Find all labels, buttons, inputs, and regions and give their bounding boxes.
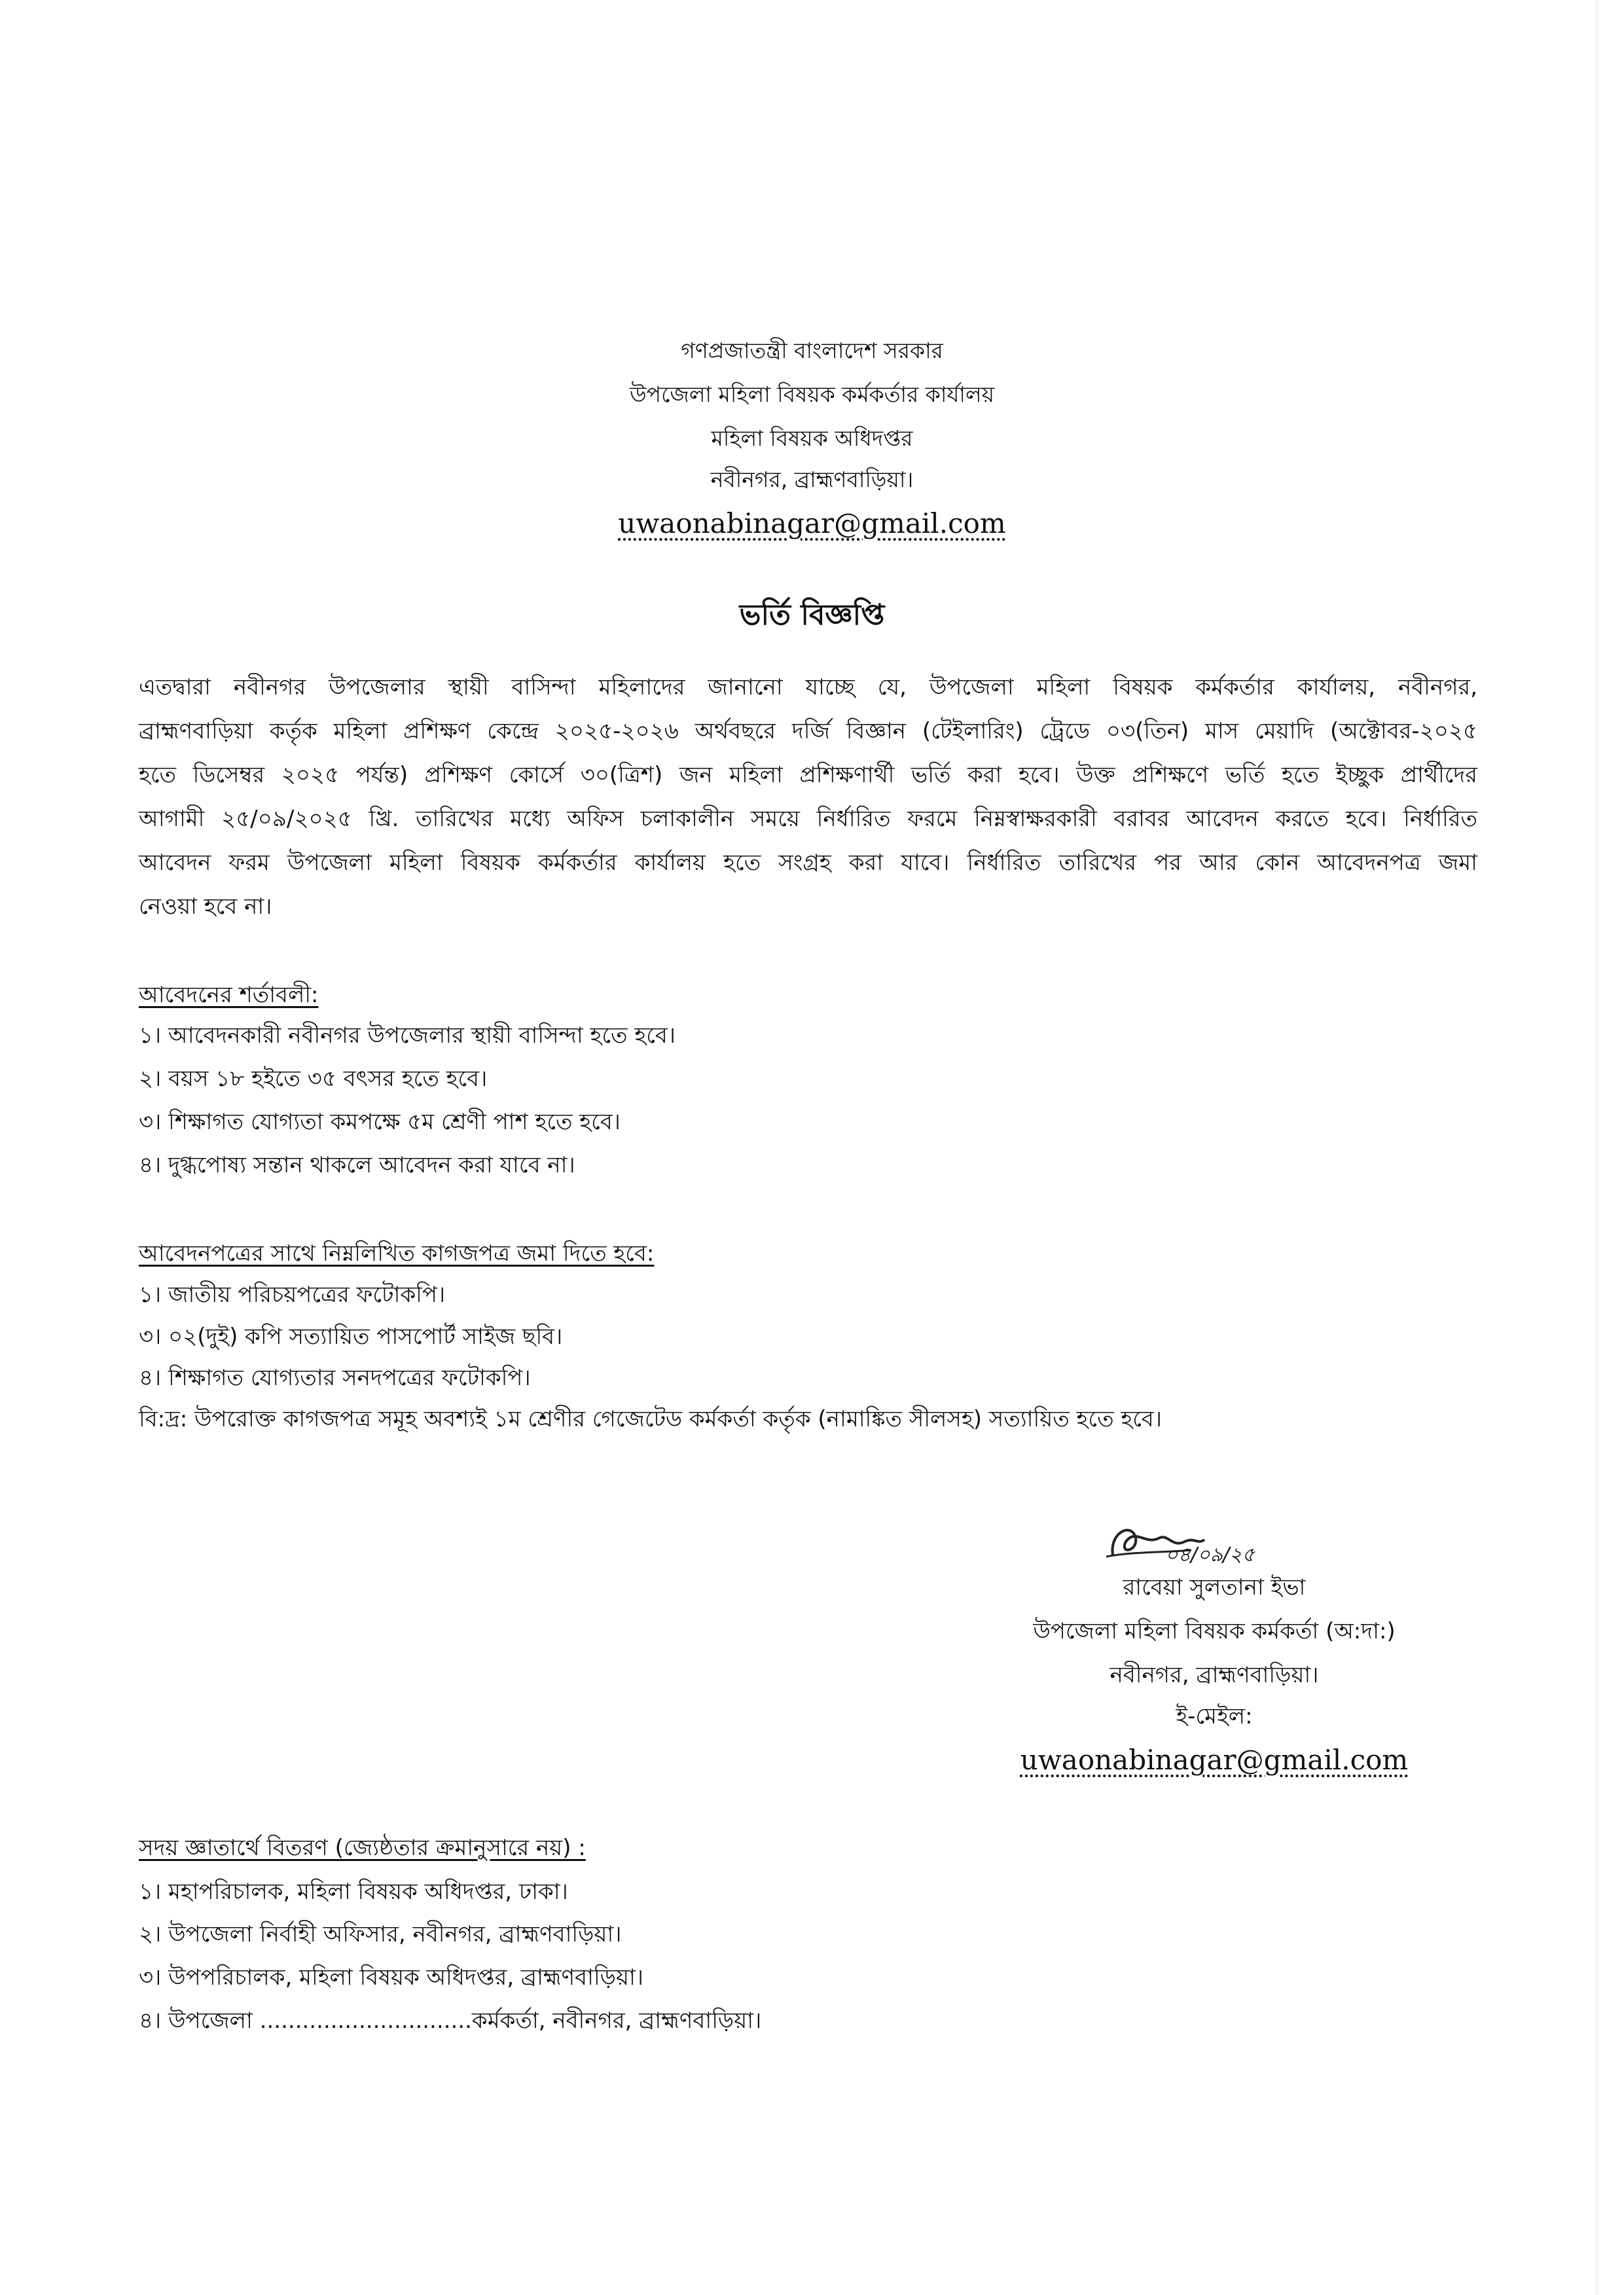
signature-date: ০৪/০৯/২৫ <box>1165 1544 1255 1566</box>
distribution-item: ৪। উপজেলা ..............................কর্মকর্তা, নবীনগর, ব্রাহ্মণবাড়িয়া। <box>139 2008 762 2034</box>
body-line: এতদ্বারা নবীনগর উপজেলার স্থায়ী বাসিন্দা মহিলাদের জানানো যাচ্ছে যে, উপজেলা মহিলা বিষয়ক কর্মকর্তার কার্যালয়, নবীনগর, <box>139 674 1477 700</box>
signatory-email-link[interactable]: uwaonabinagar@gmail.com <box>1020 1744 1409 1776</box>
condition-item: ২। বয়স ১৮ হইতে ৩৫ বৎসর হতে হবে। <box>139 1066 488 1092</box>
body-line: আগামী ২৫/০৯/২০২৫ খ্রি. তারিখের মধ্যে অফিস চলাকালীন সময়ে নির্ধারিত ফরমে নিম্নস্বাক্ষরকারী বরাবর আবেদন করতে হবে। নির্ধারিত <box>139 806 1477 832</box>
body-line: নেওয়া হবে না। <box>139 894 272 920</box>
distribution-heading: সদয় জ্ঞাতার্থে বিতরণ (জ্যেষ্ঠতার ক্রমানুসারে নয়) : <box>139 1835 586 1861</box>
header-email-link[interactable]: uwaonabinagar@gmail.com <box>618 507 1006 539</box>
signatory-email-label: ই-মেইল: <box>1176 1703 1253 1729</box>
document-note: বি:দ্র: উপরোক্ত কাগজপত্র সমূহ অবশ্যই ১ম শ্রেণীর গেজেটেড কর্মকর্তা কর্তৃক (নামাঙ্কিত সীলসহ) সত্যায়িত হতে হবে। <box>139 1406 1163 1432</box>
letterhead-line: গণপ্রজাতন্ত্রী বাংলাদেশ সরকার <box>681 338 943 363</box>
document-item: ৪। শিক্ষাগত যোগ্যতার সনদপত্রের ফটোকপি। <box>139 1365 531 1391</box>
distribution-item: ৩। উপপরিচালক, মহিলা বিষয়ক অধিদপ্তর, ব্রাহ্মণবাড়িয়া। <box>139 1964 643 1991</box>
letterhead-line: নবীনগর, ব্রাহ্মণবাড়িয়া। <box>710 467 914 492</box>
distribution-item: ১। মহাপরিচালক, মহিলা বিষয়ক অধিদপ্তর, ঢাকা। <box>139 1879 568 1905</box>
body-line: হতে ডিসেম্বর ২০২৫ পর্যন্ত) প্রশিক্ষণ কোর্সে ৩০(ত্রিশ) জন মহিলা প্রশিক্ষণার্থী ভর্তি করা হবে। উক্ত প্রশিক্ষণে ভর্তি হতে ইচ্ছুক প্রার্থীদের <box>139 762 1477 788</box>
document-item: ৩। ০২(দুই) কপি সত্যায়িত পাসপোর্ট সাইজ ছবি। <box>139 1324 563 1350</box>
document-item: ১। জাতীয় পরিচয়পত্রের ফটোকপি। <box>139 1282 446 1308</box>
body-line: আবেদন ফরম উপজেলা মহিলা বিষয়ক কর্মকর্তার কার্যালয় হতে সংগ্রহ করা যাবে। নির্ধারিত তারিখের পর আর কোন আবেদনপত্র জমা <box>139 850 1477 876</box>
condition-item: ৪। দুগ্ধপোষ্য সন্তান থাকলে আবেদন করা যাবে না। <box>139 1152 575 1178</box>
documents-heading: আবেদনপত্রের সাথে নিম্নলিখিত কাগজপত্র জমা দিতে হবে: <box>139 1240 655 1267</box>
conditions-heading: আবেদনের শর্তাবলী: <box>139 982 319 1008</box>
letterhead-line: উপজেলা মহিলা বিষয়ক কর্মকর্তার কার্যালয় <box>629 382 995 407</box>
signatory-designation: উপজেলা মহিলা বিষয়ক কর্মকর্তা (অ:দা:) <box>1033 1618 1396 1644</box>
condition-item: ৩। শিক্ষাগত যোগ্যতা কমপক্ষে ৫ম শ্রেণী পাশ হতে হবে। <box>139 1109 621 1135</box>
distribution-item: ২। উপজেলা নির্বাহী অফিসার, নবীনগর, ব্রাহ্মণবাড়িয়া। <box>139 1921 622 1947</box>
notice-title: ভর্তি বিজ্ঞপ্তি <box>739 598 885 632</box>
body-line: ব্রাহ্মণবাড়িয়া কর্তৃক মহিলা প্রশিক্ষণ কেন্দ্রে ২০২৫-২০২৬ অর্থবছরে দর্জি বিজ্ঞান (টেইলারিং) ট্রেডে ০৩(তিন) মাস মেয়াদি (অক্টোবর-২০২৫ <box>139 718 1477 744</box>
condition-item: ১। আবেদনকারী নবীনগর উপজেলার স্থায়ী বাসিন্দা হতে হবে। <box>139 1022 676 1049</box>
signatory-location: নবীনগর, ব্রাহ্মণবাড়িয়া। <box>1110 1662 1319 1688</box>
letterhead-line: মহিলা বিষয়ক অধিদপ্তর <box>711 425 913 451</box>
signatory-name: রাবেয়া সুলতানা ইভা <box>1123 1574 1306 1600</box>
